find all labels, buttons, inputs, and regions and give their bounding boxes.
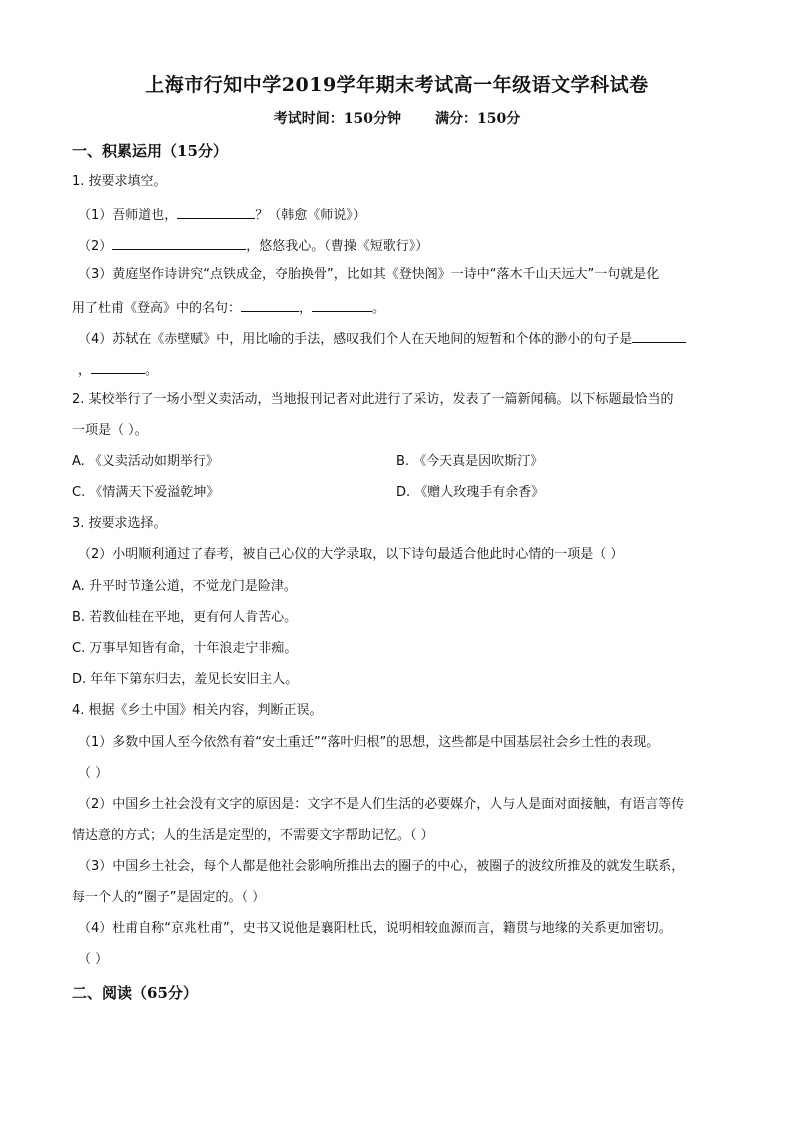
question-4-statement-2-line-2: 情达意的方式；人的生活是定型的，不需要文字帮助记忆。（ ） <box>72 828 434 843</box>
question-2-prompt-line-1: 2. 某校举行了一场小型义卖活动，当地报刊记者对此进行了采访，发表了一篇新闻稿。以下标题最恰当的 <box>72 392 674 407</box>
answer-blank[interactable] <box>241 297 299 312</box>
question-2-option-c[interactable]: C. 《情满天下爱溢乾坤》 <box>72 485 220 500</box>
question-2-option-d[interactable]: D. 《赠人玫瑰手有余香》 <box>396 485 545 500</box>
question-1-item-3-line-1: （3）黄庭坚作诗讲究“点铁成金，夺胎换骨”，比如其《登快阁》一诗中“落木千山天远大”一句就是化 <box>78 267 660 282</box>
full-score: 满分：150分 <box>435 111 521 127</box>
question-3-option-d[interactable]: D. 年年下第东归去，羞见长安旧主人。 <box>72 672 299 687</box>
question-1-item-4-line-1: （4）苏轼在《赤壁赋》中，用比喻的手法，感叹我们个人在天地间的短暂和个体的渺小的句子是 <box>78 328 730 349</box>
question-3-sub-question: （2）小明顺利通过了春考，被自己心仪的大学录取，以下诗句最适合他此时心情的一项是（ ） <box>78 547 624 562</box>
question-1-item-1: （1）吾师道也， ？（韩愈《师说》） <box>78 204 730 225</box>
question-4-statement-3-line-1: （3）中国乡土社会，每个人都是他社会影响所推出去的圈子的中心，被圈子的波纹所推及的就发生联系， <box>78 859 685 874</box>
answer-blank[interactable] <box>91 359 145 374</box>
answer-blank[interactable] <box>177 204 255 219</box>
question-3-option-a[interactable]: A. 升平时节逢公道，不觉龙门是险津。 <box>72 579 297 594</box>
question-4-answer-bracket-1[interactable]: （ ） <box>78 766 109 781</box>
question-4-answer-bracket-4[interactable]: （ ） <box>78 952 109 967</box>
question-2-prompt-line-2: 一项是（ ）。 <box>72 423 148 438</box>
answer-blank[interactable] <box>632 328 686 343</box>
question-3-prompt: 3. 按要求选择。 <box>72 516 167 531</box>
exam-time: 考试时间：150分钟 <box>273 111 401 127</box>
question-4-statement-2-line-1: （2）中国乡土社会没有文字的原因是：文字不是人们生活的必要媒介，人与人是面对面接触，有语言等传 <box>78 797 685 812</box>
question-4-statement-3-line-2: 每一个人的“圈子”是固定的。（ ） <box>72 890 266 905</box>
question-1-item-2: （2） ，悠悠我心。（曹操《短歌行》） <box>78 235 730 256</box>
question-2-option-a[interactable]: A. 《义卖活动如期举行》 <box>72 454 219 469</box>
question-1-prompt: 1. 按要求填空。 <box>72 174 167 189</box>
exam-title: 上海市行知中学2019学年期末考试高一年级语文学科试卷 <box>145 74 649 96</box>
exam-subtitle <box>0 108 794 128</box>
answer-blank[interactable] <box>112 235 246 250</box>
question-4-statement-4: （4）杜甫自称“京兆杜甫”，史书又说他是襄阳杜氏，说明相较血源而言，籍贯与地缘的关系更加密切。 <box>78 921 672 936</box>
question-3-option-b[interactable]: B. 若教仙桂在平地，更有何人肯苦心。 <box>72 610 298 625</box>
section-heading-accumulation: 一、积累运用（15分） <box>72 142 228 160</box>
section-heading-reading: 二、阅读（65分） <box>72 984 198 1002</box>
question-4-prompt: 4. 根据《乡土中国》相关内容，判断正误。 <box>72 703 323 718</box>
question-1-item-3-line-2: 用了杜甫《登高》中的名句： ， 。 <box>72 297 724 318</box>
question-3-option-c[interactable]: C. 万事早知皆有命，十年浪走宁非痴。 <box>72 641 298 656</box>
question-2-option-b[interactable]: B. 《今天真是因吹斯汀》 <box>396 454 544 469</box>
question-1-item-4-line-2: ， 。 <box>78 359 730 380</box>
question-4-statement-1: （1）多数中国人至今依然有着“安土重迁”“落叶归根”的思想，这些都是中国基层社会乡土性的表现。 <box>78 735 660 750</box>
answer-blank[interactable] <box>312 297 372 312</box>
